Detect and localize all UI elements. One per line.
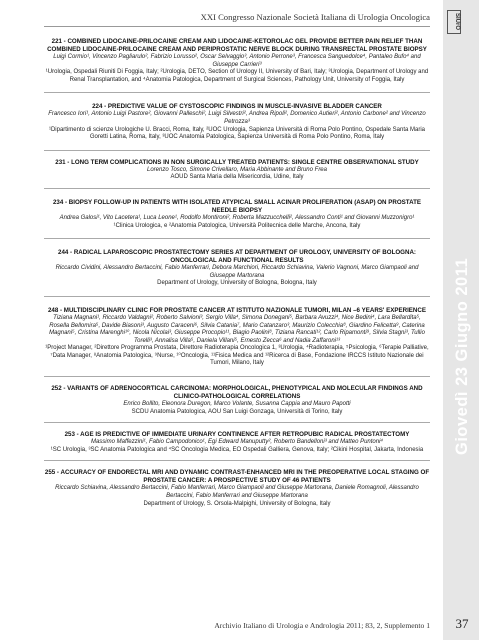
sidebar-date: Giovedì 23 Giugno 2011: [453, 257, 471, 455]
abstract-221: [44, 38, 430, 93]
abstract-authors: Enrico Bollito, Eleonora Duregon, Marco Volante, Susanna Cappia and Mauro Papotti: [123, 401, 351, 408]
abstract-authors: Riccardo Schiavina, Alessandro Bertaccini, Fabio Manferrari, Marco Giampaoli and Giuseppe Martorana, Daniele Romagnoli, Alessandro Bertaccini, Fabio Manferrari and Giuseppe Martorana: [55, 485, 419, 500]
header-divider: [44, 26, 430, 27]
abstract-affiliations: ¹Dipartimento di scienze Urologiche U. Bracci, Roma, Italy, ²UOC Urologia, Sapienza Università di Roma Polo Pontino, Ospedale Santa Maria Goretti Latina, Roma, Italy, ³UOC Anatomia Patologica, Sapienza Università di Roma Polo Pontino, Roma, Italy: [48, 126, 426, 141]
abstract-list: [44, 38, 430, 508]
abstract-253: [44, 423, 430, 461]
running-footer: Archivio Italiano di Urologia e Andrologia 2011; 83, 2, Supplemento 1: [214, 621, 430, 630]
abstract-authors: Massimo Maffezzini¹, Fabio Campodonico¹, Egi Edward Manuputty², Roberto Bandelloni³ and Matteo Puntoni⁴: [90, 439, 384, 446]
abstract-title: 231 - LONG TERM COMPLICATIONS IN NON SURGICALLY TREATED PATIENTS: SINGLE CENTRE OBSERVATIONAL STUDY: [55, 158, 419, 166]
abstract-title: 253 - AGE IS PREDICTIVE OF IMMEDIATE URINARY CONTINENCE AFTER RETROPUBIC RADICAL PROSTATECTOMY: [64, 431, 410, 439]
abstract-authors: Andrea Galosi¹, Vito Lacetera¹, Luca Leone¹, Rodolfo Montironi², Roberta Mazzucchelli², Alessandro Conti¹ and Giovanni Muzzonigro¹: [59, 214, 415, 221]
abstract-affiliations: ¹Urologia, Ospedali Riuniti Di Foggia, Italy; ²Urologia, DETO, Section of Urology II, University of Bari, Italy; ³Urologia, Department of Urology and Renal Transplantation, and ⁴Anatomia Patologica, Department of Surgical Sciences, Pathology Unit, University of Foggia, Italy: [45, 69, 429, 83]
abstract-affiliations: ¹SC Urologia, ³SC Anatomia Patologica and ⁴SC Oncologia Medica, EO Ospedali Galliera, Genova, Italy; ²Cikini Hospital, Jakarta, Indonesia: [50, 446, 424, 453]
abstract-authors: Luigi Cormio¹, Vincenzo Pagliarulo², Fabrizio Lorusso², Oscar Selvaggio³, Antonio Perrone³, Francesca Sanguedolce⁴, Pantaleo Bufo⁴ and Giuseppe Carrieri³: [53, 54, 421, 68]
abstract-title: 221 - COMBINED LIDOCAINE-PRILOCAINE CREAM AND LIDOCAINE-KETOROLAC GEL PROVIDE BETTER PAIN RELIEF THAN COMBINED LIDOCAINE-PRILOCAINE CREAM AND PERIPROSTATIC NERVE BLOCK DURING TRANSRECTAL PROSTATE BIOPSY: [47, 38, 427, 53]
siuro-logo: SIUrO: [447, 10, 461, 34]
abstract-affiliations: ¹Project Manager, ²Direttore Programma Prostata, Direttore Radioterapia Oncologica 1, ³Urologia, ⁴Radioterapia, ⁵Psicologia, ⁶Terapie Palliative, ⁷Data Manager, ⁸Anatomia Patologica, ⁹Nurse, ¹⁰Oncologia, ¹¹Fisica Medica and ¹²Ricerca di Base, Fondazione IRCCS Istituto Nazionale dei Tumori, Milano, Italy: [45, 345, 429, 367]
page-number: 37: [455, 616, 469, 631]
abstract-affiliations: Department of Urology, University of Bologna, Bologna, Italy: [157, 280, 317, 287]
abstract-224: [44, 93, 430, 150]
abstract-244: [44, 239, 430, 297]
abstract-title: 252 - VARIANTS OF ADRENOCORTICAL CARCINOMA: MORPHOLOGICAL, PHENOTYPICAL AND MOLECULAR FINDINGS AND CLINICO-PATHOLOGICAL CORRELATIONS: [51, 385, 423, 401]
abstract-231: [44, 151, 430, 189]
abstract-title: 244 - RADICAL LAPAROSCOPIC PROSTATECTOMY SERIES AT DEPARTMENT OF UROLOGY, UNIVERSITY OF BOLOGNA: ONCOLOGICAL AND FUNCTIONAL RESULTS: [58, 249, 416, 265]
abstract-affiliations: AOUD Santa Maria della Misericordia, Udine, Italy: [170, 174, 304, 181]
abstract-affiliations: Department of Urology, S. Orsola-Malpighi, University of Bologna, Italy: [143, 500, 331, 507]
abstract-234: [44, 189, 430, 239]
running-header: XXI Congresso Nazionale Società Italiana di Urologia Oncologica: [200, 12, 430, 22]
abstract-title: 248 - MULTIDISCIPLINARY CLINIC FOR PROSTATE CANCER AT ISTITUTO NAZIONALE TUMORI, MILAN –6 YEARS' EXPERIENCE: [47, 306, 426, 314]
abstract-252: [44, 377, 430, 423]
abstract-authors: Francesco Iori¹, Antonio Luigi Pastore², Giovanni Palleschi², Luigi Silvestri², Andrea Ripoli², Domenico Autieri², Antonio Carbone² and Vincenzo Petrozza³: [48, 111, 426, 125]
abstract-title: 224 - PREDICTIVE VALUE OF CYSTOSCOPIC FINDINGS IN MUSCLE-INVASIVE BLADDER CANCER: [92, 103, 382, 111]
abstract-authors: Lorenzo Tosco, Simone Crivellaro, Maria Abbinante and Bruno Frea: [147, 166, 327, 173]
abstract-248: [44, 297, 430, 377]
abstract-affiliations: SCDU Anatomia Patologica, AOU San Luigi Gonzaga, Università di Torino, Italy: [131, 408, 343, 415]
abstract-255: [44, 461, 430, 508]
abstract-authors: Riccardo Cividini, Alessandro Bertaccini, Fabio Manferrari, Debora Marchiori, Riccardo Schiavina, Valerio Vagnoni, Marco Giampaoli and Giuseppe Martorana: [55, 265, 419, 279]
abstract-title: 255 - ACCURACY OF ENDORECTAL MRI AND DYNAMIC CONTRAST-ENHANCED MRI IN THE PREOPERATIVE LOCAL STAGING OF PROSTATE CANCER: A PROSPECTIVE STUDY OF 46 PATIENTS: [44, 469, 430, 485]
abstract-title: 234 - BIOPSY FOLLOW-UP IN PATIENTS WITH ISOLATED ATYPICAL SMALL ACINAR PROLIFERATION (ASAP) ON PROSTATE NEEDLE BIOPSY: [52, 198, 422, 214]
abstract-authors: Tiziana Magnani¹, Riccardo Valdagni², Roberto Salvioni³, Sergio Villa⁴, Simona Donegani⁵, Barbara Avuzzi⁴, Nice Bedini⁴, Lara Bellardita⁵, Rosella Bellomira⁵, Davide Biasoni³, Augusto Caraceni⁶, Silvia Catania⁷, Mario Catanzaro³, Maurizio Colecchia⁸, Giardino Felicetta⁹, Caterina Magnani⁵, Cristina Marenghi¹⁰, Nicola Nicolai³, Giuseppe Procopio¹¹, Biagio Paolini⁸, Tiziana Rancati¹², Carlo Ripamonti⁹, Silvia Stagni³, Tullio Torelli³, Annalisa Villa⁵, Daniela Villani⁵, Ernesto Zecca⁶ and Nadia Zaffaroni¹³: [49, 314, 425, 344]
abstract-affiliations: ¹Clinica Urologica, e ²Anatomia Patologica, Università Politecnica delle Marche, Ancona, Italy: [113, 222, 361, 229]
